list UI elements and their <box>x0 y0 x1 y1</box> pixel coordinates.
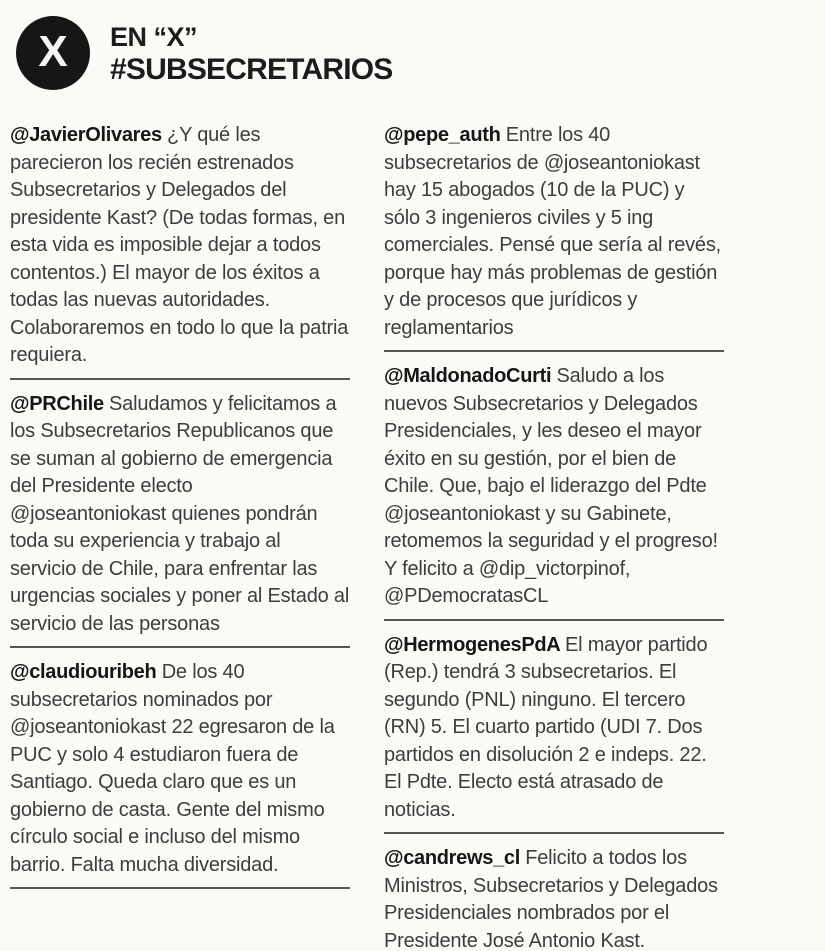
section-header <box>0 0 825 90</box>
tweet-text: Felicito a todos los Ministros, Subsecretarios y Delegados Presidenciales nombrados por el Presidente José Antonio Kast. <box>384 847 718 951</box>
tweet <box>10 391 350 649</box>
right-column <box>384 122 724 951</box>
tweet-handle: @HermogenesPdA <box>384 633 565 656</box>
left-column <box>10 122 350 951</box>
tweet-text: De los 40 subsecretarios nominados por @joseantoniokast 22 egresaron de la PUC y solo 4 estudiaron fuera de Santiago. Queda claro que es un gobierno de casta. Gente del mismo círculo social e incluso del mismo barrio. Falta mucha diversidad. <box>10 661 335 876</box>
tweet <box>384 845 724 951</box>
tweet <box>384 632 724 835</box>
tweet <box>384 122 724 352</box>
tweet-handle: @PRChile <box>10 392 110 415</box>
tweet-handle: @candrews_cl <box>384 847 526 869</box>
tweet <box>10 659 350 889</box>
tweet-text: ¿Y qué les parecieron los recién estrenados Subsecretarios y Delegados del presidente Kast? (De todas formas, en esta vida es imposible dejar a todos contentos.) El mayor de los éxitos a todas las nuevas autoridades. Colaboraremos en todo lo que la patria requiera. <box>10 124 349 366</box>
tweet-text: Entre los 40 subsecretarios de @joseantoniokast hay 15 abogados (10 de la PUC) y sólo 3 ingenieros civiles y 5 ing comerciales. Pensé que sería al revés, porque hay más problemas de gestión y de procesos que jurídicos y reglamentarios <box>384 124 722 339</box>
tweet-text: Saludo a los nuevos Subsecretarios y Delegados Presidenciales, y les deseo el mayor éxito en su gestión, por el bien de Chile. Que, bajo el liderazgo del Pdte @joseantoniokast y su Gabinete, retomemos la seguridad y el progreso! Y felicito a @dip_victorpinof, @PDemocratasCL <box>384 365 718 607</box>
tweet-handle: @claudiouribeh <box>10 661 162 683</box>
section-title <box>110 22 393 87</box>
tweet-handle: @MaldonadoCurti <box>384 365 557 387</box>
x-logo-icon <box>16 16 90 90</box>
tweet-text: El mayor partido (Rep.) tendrá 3 subsecretarios. El segundo (PNL) ninguno. El tercero (RN) 5. El cuarto partido (UDI 7. Dos partidos en disolución 2 e indeps. 22. El Pdte. Electo está atrasado de noticias. <box>384 633 708 821</box>
section-title-hashtag: #SUBSECRETARIOS <box>110 53 393 86</box>
tweet-columns <box>10 122 724 951</box>
x-glyph: X <box>38 27 68 76</box>
tweet-handle: @pepe_auth <box>384 124 506 146</box>
section-title-line1: EN “X” <box>110 22 198 52</box>
tweet <box>384 363 724 621</box>
tweet-text: Saludamos y felicitamos a los Subsecretarios Republicanos que se suman al gobierno de emergencia del Presidente electo @joseantoniokast quienes pondrán toda su experiencia y trabajo al servicio de Chile, para enfrentar las urgencias sociales y poner al Estado al servicio de las personas <box>10 392 350 635</box>
tweet-handle: @JavierOlivares <box>10 124 168 146</box>
tweet <box>10 122 350 380</box>
